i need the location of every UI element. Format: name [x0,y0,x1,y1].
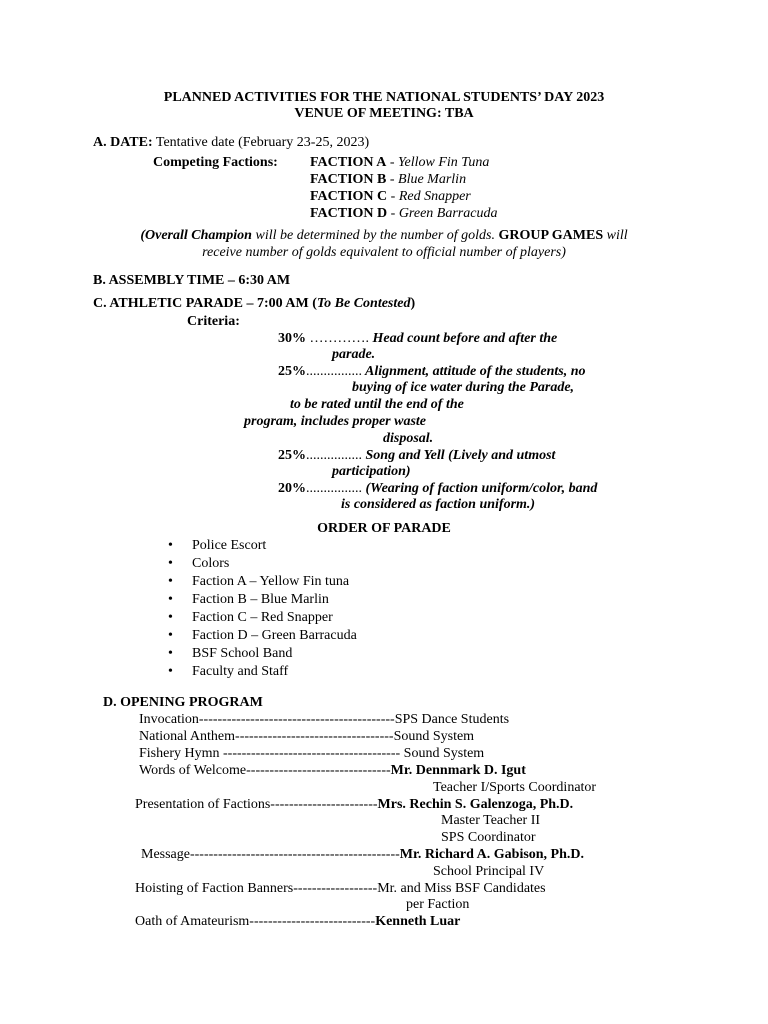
program-person: Mr. Richard A. Gabison, Ph.D. [399,847,585,862]
faction-team: Yellow Fin Tuna [398,155,490,170]
date-value: Tentative date (February 23-25, 2023) [155,135,370,150]
faction-name: FACTION D [310,206,388,221]
faction-name: FACTION B [310,172,387,187]
faction-b-line: FACTION B - Blue Marlin [310,172,467,187]
competing-label: Competing Factions: [153,155,278,170]
program-item: National Anthem----------------------------------Sound System [139,729,475,744]
program-person-title: per Faction [406,897,470,912]
date-line [93,134,369,151]
criterion-cont: buying of ice water during the Parade, [352,380,575,395]
document-title: PLANNED ACTIVITIES FOR THE NATIONAL STUDENTS’ DAY 2023 [163,90,605,105]
faction-d-line: FACTION D - Green Barracuda [310,206,498,221]
criterion-cont: is considered as faction uniform.) [341,497,536,512]
criterion-row: 25%................ Alignment, attitude of the students, no [278,364,586,379]
program-item: Hoisting of Faction Banners------------------Mr. and Miss BSF Candidates [135,881,546,896]
faction-name: FACTION C [310,189,388,204]
list-item: • Faction C – Red Snapper [168,610,333,625]
venue-line: VENUE OF MEETING: TBA [294,106,474,121]
program-person-title: School Principal IV [433,864,545,879]
criterion-cont: participation) [332,464,411,479]
list-item: • BSF School Band [168,646,293,661]
program-person: Mrs. Rechin S. Galenzoga, Ph.D. [377,797,574,812]
criterion-cont: disposal. [383,431,434,446]
program-person: Mr. Dennmark D. Igut [390,763,526,778]
faction-name: FACTION A [310,155,387,170]
faction-team: Green Barracuda [398,206,498,221]
criterion-cont: parade. [332,347,376,362]
criterion-row: 25%................ Song and Yell (Lively and utmost [278,448,556,463]
opening-program-heading: D. OPENING PROGRAM [103,695,263,710]
program-item: Fishery Hymn -------------------------------------- Sound System [139,746,485,761]
list-item: • Police Escort [168,538,267,553]
program-item: Presentation of Factions-----------------------Mrs. Rechin S. Galenzoga, Ph.D. [135,797,574,812]
champion-note-line2: receive number of golds equivalent to official number of players) [202,245,566,260]
parade-heading: C. ATHLETIC PARADE – 7:00 AM (To Be Contested) [93,296,416,311]
overall-champion: Overall Champion [145,228,252,243]
program-person-title: Master Teacher II [441,813,541,828]
criterion-cont: program, includes proper waste [244,414,427,429]
champion-note-line1: (Overall Champion will be determined by the number of golds. GROUP GAMES will [140,228,628,243]
list-item: • Faculty and Staff [168,664,289,679]
group-games: GROUP GAMES [498,228,604,243]
order-of-parade-heading: ORDER OF PARADE [317,521,451,536]
program-person: Kenneth Luar [375,914,461,929]
list-item: • Faction A – Yellow Fin tuna [168,574,350,589]
program-item: Message---------------------------------------------Mr. Richard A. Gabison, Ph.D. [141,847,585,862]
program-item: Oath of Amateurism---------------------------Kenneth Luar [135,914,461,929]
program-person: Sound System [403,746,485,761]
criterion-cont: to be rated until the end of the [290,397,464,412]
program-person: Sound System [393,729,475,744]
program-person-title: SPS Coordinator [441,830,536,845]
criteria-label: Criteria: [187,314,240,329]
program-item: Invocation------------------------------------------SPS Dance Students [139,712,510,727]
assembly-time: B. ASSEMBLY TIME – 6:30 AM [93,273,291,288]
criterion-row: 30% …………. Head count before and after the [278,331,558,346]
faction-c-line: FACTION C - Red Snapper [310,189,471,204]
to-be-contested: To Be Contested [316,296,411,311]
faction-team: Red Snapper [398,189,471,204]
faction-a-line: FACTION A - Yellow Fin Tuna [310,155,490,170]
criterion-row: 20%................ (Wearing of faction uniform/color, band [278,481,598,496]
faction-team: Blue Marlin [398,172,467,187]
list-item: • Faction B – Blue Marlin [168,592,329,607]
program-person: Mr. and Miss BSF Candidates [377,881,546,896]
list-item: • Colors [168,556,230,571]
list-item: • Faction D – Green Barracuda [168,628,357,643]
program-item: Words of Welcome-------------------------------Mr. Dennmark D. Igut [139,763,526,778]
date-label: A. DATE: [93,135,153,150]
program-person: SPS Dance Students [394,712,510,727]
program-person-title: Teacher I/Sports Coordinator [433,780,597,795]
